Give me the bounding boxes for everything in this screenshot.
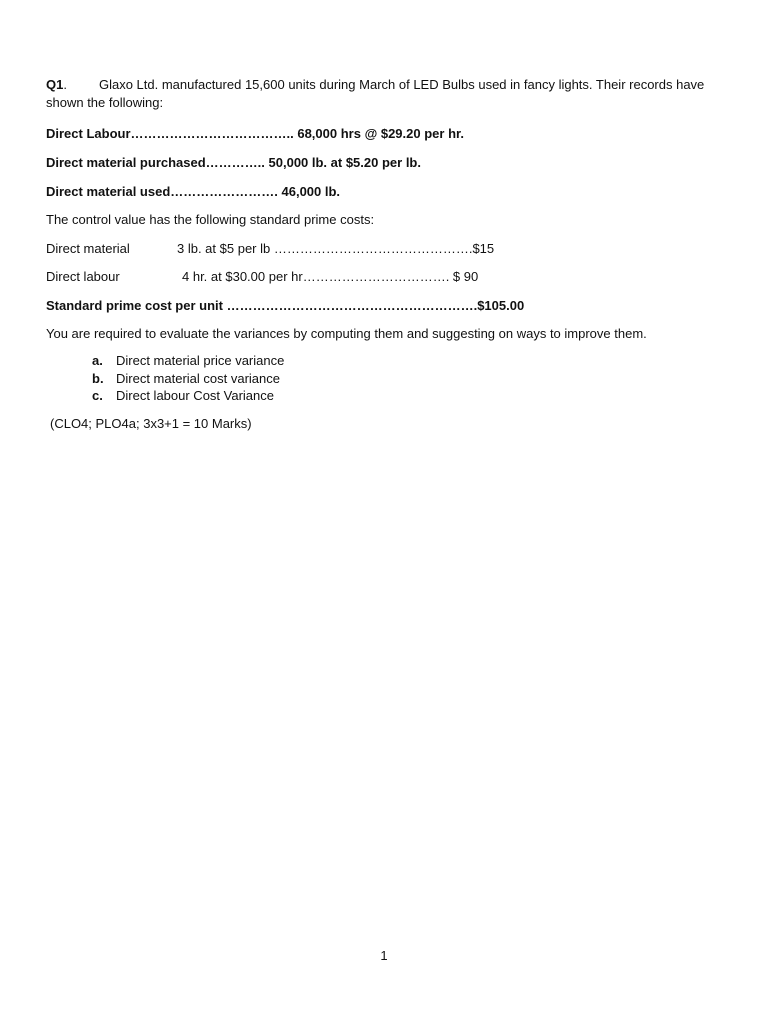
marks-note: (CLO4; PLO4a; 3x3+1 = 10 Marks) bbox=[50, 416, 252, 431]
list-item bbox=[92, 387, 284, 405]
standard-cost-detail: 4 hr. at $30.00 per hr……………………………. $ 90 bbox=[182, 269, 479, 284]
record-material-used: Direct material used……………………. 46,000 lb. bbox=[46, 184, 341, 199]
list-text: Direct labour Cost Variance bbox=[116, 388, 274, 403]
standard-cost-row bbox=[46, 268, 646, 286]
control-intro: The control value has the following standard prime costs: bbox=[46, 212, 375, 227]
list-text: Direct material price variance bbox=[116, 353, 285, 368]
question-text: Glaxo Ltd. manufactured 15,600 units during March of LED Bulbs used in fancy lights. Their records have shown the following: bbox=[46, 77, 705, 110]
list-item bbox=[92, 352, 284, 370]
standard-cost-row bbox=[46, 240, 646, 258]
standard-total: Standard prime cost per unit ………………………………………………….$105.00 bbox=[46, 298, 525, 313]
requirement-text: You are required to evaluate the variances by computing them and suggesting on ways to improve them. bbox=[46, 326, 647, 341]
record-material-purchased: Direct material purchased………….. 50,000 lb. at $5.20 per lb. bbox=[46, 155, 421, 170]
question-intro bbox=[46, 76, 706, 112]
standard-cost-item: Direct material bbox=[46, 241, 130, 256]
list-item bbox=[92, 370, 284, 388]
record-direct-labour: Direct Labour……………………………….. 68,000 hrs @ $29.20 per hr. bbox=[46, 126, 464, 141]
task-list bbox=[92, 352, 284, 405]
question-label-suffix: . bbox=[63, 77, 67, 92]
list-text: Direct material cost variance bbox=[116, 370, 280, 386]
list-letter: a. bbox=[92, 353, 103, 368]
page-number: 1 bbox=[380, 948, 388, 963]
list-letter: b. bbox=[92, 370, 104, 386]
standard-cost-item: Direct labour bbox=[46, 269, 120, 284]
standard-cost-detail: 3 lb. at $5 per lb ……………………………………….$15 bbox=[177, 241, 495, 256]
question-label: Q1 bbox=[46, 77, 64, 92]
list-letter: c. bbox=[92, 388, 103, 403]
